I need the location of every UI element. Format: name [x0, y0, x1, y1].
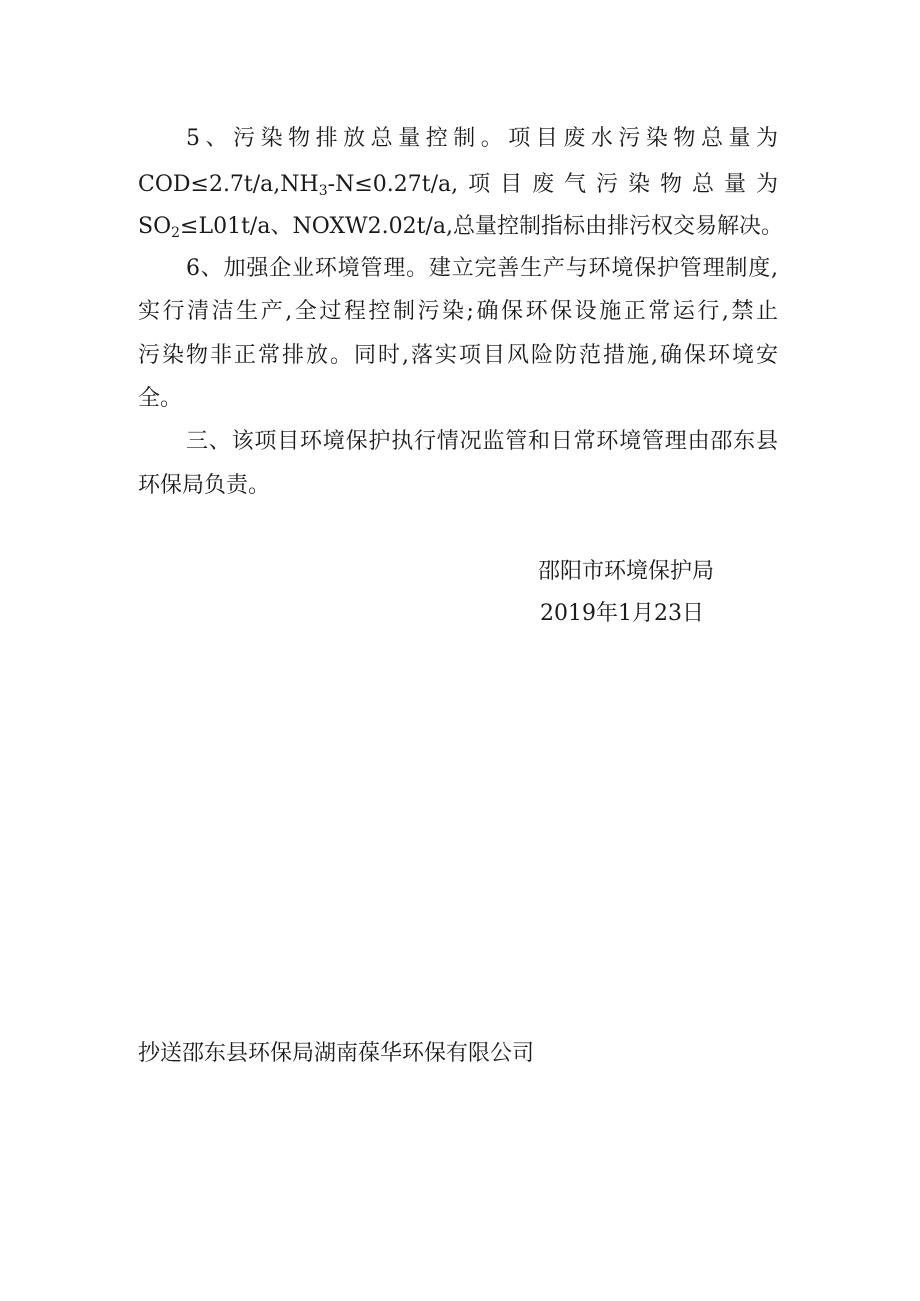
item5-line2-text-b: -N≤0.27t/a,项目废气污染物总量为 — [327, 172, 778, 197]
issuing-organization: 邵阳市环境保护局 — [538, 559, 715, 584]
so2-subscript: 2 — [171, 225, 181, 241]
item5-line3-text-a: SO — [138, 214, 172, 239]
item5-line3-text-b: ≤L01t/a、NOXW2.02t/a,总量控制指标由排污权交易解决。 — [180, 214, 783, 239]
item5-line1: 5、污染物排放总量控制。项目废水污染物总量为 — [186, 126, 778, 151]
nh3-subscript: 3 — [318, 183, 328, 199]
item5-line3 — [138, 213, 783, 247]
cc-line: 抄送邵东县环保局湖南葆华环保有限公司 — [138, 1041, 535, 1066]
item6-line4: 全。 — [138, 386, 183, 411]
issue-date: 2019年1月23日 — [540, 601, 704, 626]
item5-line2-text-a: COD≤2.7t/a,NH — [138, 172, 319, 197]
section3-line1: 三、该项目环境保护执行情况监管和日常环境管理由邵东县 — [186, 429, 778, 454]
section3-line2: 环保局负责。 — [138, 473, 271, 498]
item5-line2 — [138, 171, 778, 205]
item6-line1: 6、加强企业环境管理。建立完善生产与环境保护管理制度, — [186, 256, 778, 281]
item6-line3: 污染物非正常排放。同时,落实项目风险防范措施,确保环境安 — [138, 343, 778, 368]
item6-line2: 实行清洁生产,全过程控制污染;确保环保设施正常运行,禁止 — [138, 299, 778, 324]
